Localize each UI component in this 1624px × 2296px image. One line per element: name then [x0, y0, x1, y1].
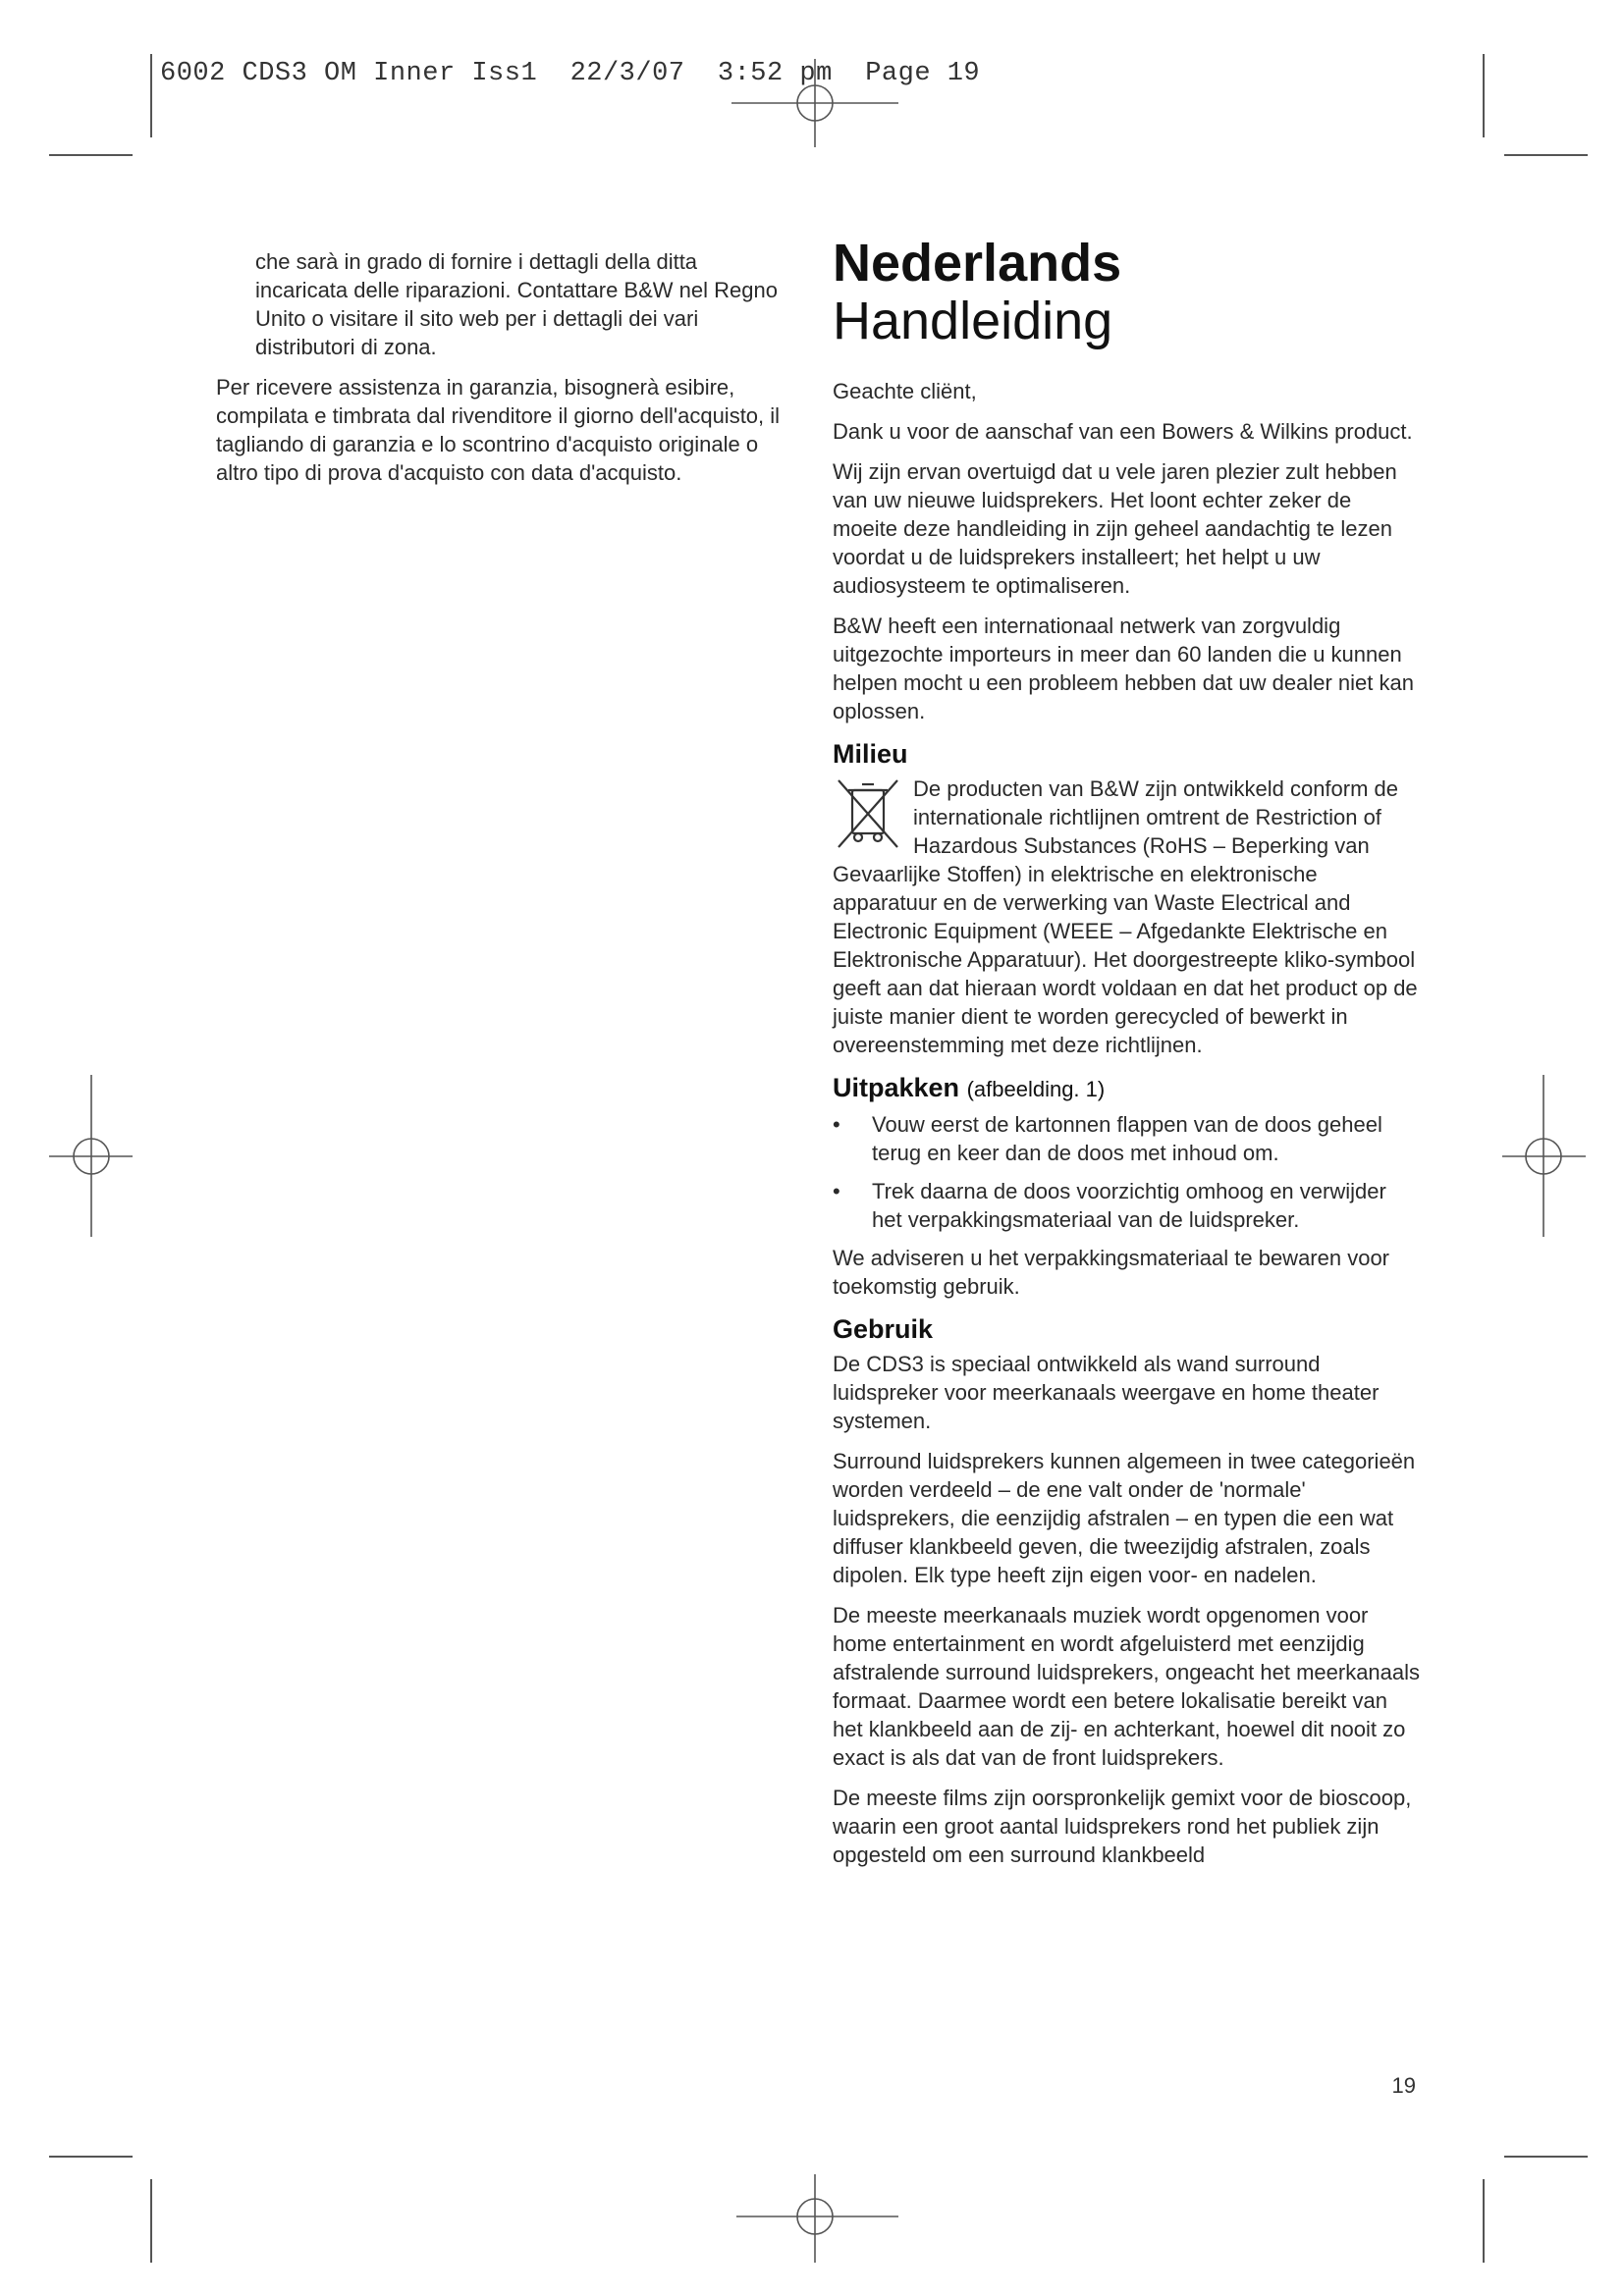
paragraph: De meeste films zijn oorspronkelijk gemixt voor de bioscoop, waarin een groot aantal luidsprekers rond het publiek zijn opgesteld om een surround klankbeeld [833, 1786, 1412, 1867]
paragraph: Dank u voor de aanschaf van een Bowers & Wilkins product. [833, 419, 1413, 444]
bullet-icon: • [833, 1179, 840, 1203]
language-title: Nederlands [833, 234, 1122, 293]
paragraph: B&W heeft een internationaal netwerk van zorgvuldig uitgezochte importeurs in meer dan 60 landen die u kunnen helpen mocht u een probleem hebben dat uw dealer niet kan oplossen. [833, 614, 1414, 723]
paragraph: De CDS3 is speciaal ontwikkeld als wand surround luidspreker voor meerkanaals weergave en home theater systemen. [833, 1352, 1380, 1433]
uitpakken-heading-text: Uitpakken [833, 1073, 960, 1102]
figure-reference: (afbeelding. 1) [966, 1077, 1106, 1101]
section-heading-milieu: Milieu [833, 739, 908, 769]
printer-slug: 6002 CDS3 OM Inner Iss1 22/3/07 3:52 pm Page 19 [160, 59, 981, 88]
manual-subtitle: Handleiding [833, 292, 1113, 350]
left-column [216, 247, 790, 499]
salutation: Geachte cliënt, [833, 379, 977, 403]
bullet-icon: • [833, 1112, 840, 1137]
list-item [833, 1177, 1422, 1234]
right-column [833, 234, 1422, 1881]
paragraph: Surround luidsprekers kunnen algemeen in twee categorieën worden verdeeld – de ene valt onder de 'normale' luidsprekers, die eenzijdig afstralen – en typen die een wat diffuser klankbeeld geven, die tweezijdig afstralen, zoals dipolen. Elk type heeft zijn eigen voor- en nadelen. [833, 1449, 1416, 1587]
paragraph: We adviseren u het verpakkingsmateriaal te bewaren voor toekomstig gebruik. [833, 1246, 1390, 1299]
paragraph: che sarà in grado di fornire i dettagli della ditta incaricata delle riparazioni. Contattare B&W nel Regno Unito o visitare il sito web per i dettagli dei vari distributori di zona. [255, 249, 778, 359]
page-number: 19 [1391, 2073, 1416, 2098]
list-item-text: Trek daarna de doos voorzichtig omhoog en verwijder het verpakkingsmateriaal van de luidspreker. [872, 1179, 1386, 1232]
milieu-text: De producten van B&W zijn ontwikkeld conform de internationale richtlijnen omtrent de Restriction of Hazardous Substances (RoHS – Beperking van Gevaarlijke Stoffen) in elektrische en elektronische apparatuur en de verwerking van Waste Electrical and Electronic Equipment (WEEE – Afgedankte Elektrische en Elektronische Apparatuur). Het doorgestreepte kliko-symbool geeft aan dat hieraan wordt voldaan en dat het product op de juiste manier dient te worden gerecycled of bewerkt in overeenstemming met deze richtlijnen. [833, 776, 1418, 1057]
paragraph: Wij zijn ervan overtuigd dat u vele jaren plezier zult hebben van uw nieuwe luidsprekers. Het loont echter zeker de moeite deze handleiding in zijn geheel aandachtig te lezen voordat u de luidsprekers installeert; het helpt u uw audiosysteem te optimaliseren. [833, 459, 1397, 598]
paragraph: De meeste meerkanaals muziek wordt opgenomen voor home entertainment en wordt afgeluisterd met eenzijdig afstralende surround luidsprekers, ongeacht het meerkanaals formaat. Daarmee wordt een betere lokalisatie bereikt van het klankbeeld aan de zij- en achterkant, hoewel dit nooit zo exact is als dat van de front luidsprekers. [833, 1603, 1421, 1770]
milieu-block [833, 774, 1422, 1059]
section-heading-uitpakken [833, 1071, 1422, 1106]
paragraph: Per ricevere assistenza in garanzia, bisognerà esibire, compilata e timbrata dal rivenditore il giorno dell'acquisto, il tagliando di garanzia e lo scontrino d'acquisto originale o altro tipo di prova d'acquisto con data d'acquisto. [216, 375, 781, 485]
list-item [833, 1110, 1422, 1167]
section-heading-gebruik: Gebruik [833, 1314, 934, 1344]
list-item-text: Vouw eerst de kartonnen flappen van de doos geheel terug en keer dan de doos met inhoud om. [872, 1112, 1382, 1165]
crossed-out-bin-icon [833, 774, 903, 859]
